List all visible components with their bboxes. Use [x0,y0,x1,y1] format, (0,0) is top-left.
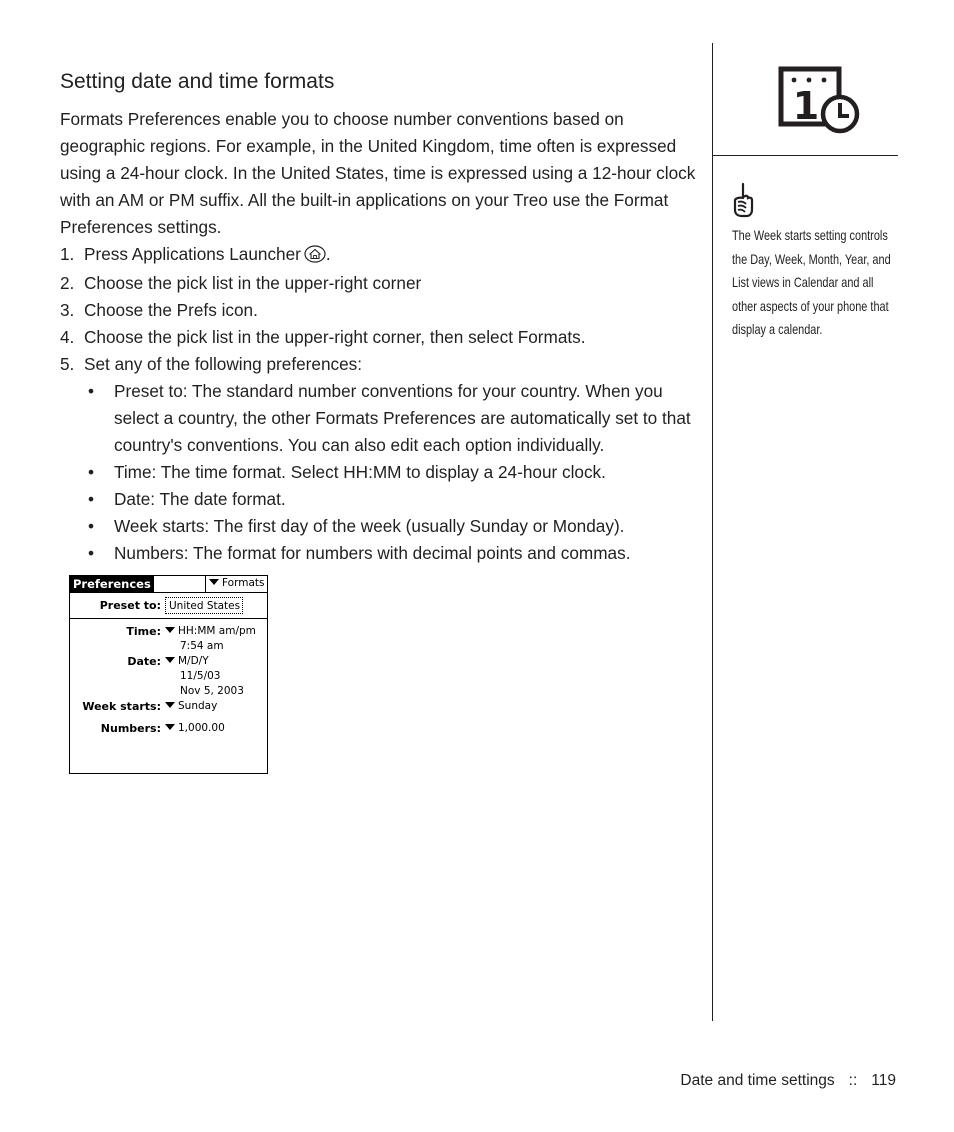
bullet-item: • Week starts: The first day of the week (usually Sunday or Monday). [88,515,625,536]
step-item [60,297,700,324]
palm-divider [70,618,267,619]
step-item [60,351,700,566]
footer-section-title: Date and time settings [680,1072,835,1089]
bullet-term: Date: [114,488,156,509]
palm-preset-selector[interactable]: United States [165,597,243,614]
step-text: Set any of the following preferences: [84,354,363,375]
main-content [60,68,700,566]
step-number: 1. [60,243,75,264]
sidebar-vertical-rule [712,43,713,1021]
step-number: 5. [60,354,75,375]
palm-numbers-label: Numbers: [100,722,161,735]
step-trailing: . [325,243,331,264]
sidebar-note: The Week starts setting controls the Day, Week, Month, Year, and List views in Calendar and all other aspects of your phone that display a calendar. [732,227,891,337]
bullet-item: • Date: The date format. [88,488,286,509]
step-text: Choose the pick list in the upper-right corner, then select Formats. [84,327,586,348]
step-item [60,241,700,271]
bullet-item: • Time: The time format. Select HH:MM to display a 24-hour clock. [88,461,606,482]
step-number: 3. [60,300,75,321]
step-number: 2. [60,273,75,294]
palm-date-example-short: 11/5/03 [180,670,221,682]
calendar-clock-icon [778,66,860,141]
footer-separator: :: [848,1072,858,1089]
palm-date-picker[interactable]: M/D/Y [165,655,209,667]
intro-paragraph: Formats Preferences enable you to choose number conventions based on geographic regions. For example, in the United Kingdom, time often is expressed using a 24-hour clock. In the United States, time is expressed using a 12-hour clock with an AM or PM suffix. All the built-in applications on your Treo use the Format Preferences settings. [60,109,696,237]
palm-preset-label: Preset to: [99,599,161,612]
dropdown-triangle-icon [209,579,219,585]
bullet-term: Numbers: [114,542,189,563]
sidebar-horizontal-rule [713,155,898,156]
palm-time-example: 7:54 am [180,640,224,652]
calendar-icon-digit: 1 [792,84,820,128]
applications-launcher-icon [304,244,326,271]
step-text: Choose the Prefs icon. [84,300,258,321]
palm-title-underline [154,592,268,593]
dropdown-triangle-icon [165,657,175,663]
bullet-desc: The format for numbers with decimal points and commas. [188,542,631,563]
step-item [60,324,700,351]
bullet-term: Time: [114,461,157,482]
dropdown-triangle-icon [165,702,175,708]
palm-date-example-long: Nov 5, 2003 [180,685,244,697]
preferences-bullet-list [60,378,700,566]
bullet-item: • Numbers: The format for numbers with decimal points and commas. [88,542,631,563]
section-heading: Setting date and time formats [60,70,335,93]
formats-preferences-screenshot [69,575,268,774]
bullet-term: Preset to: [114,381,188,402]
bullet-desc: The standard number conventions for your country. When you select a country, the other Formats Preferences are automatically set to that country's conventions. You can also edit each option individually. [114,381,691,455]
dropdown-triangle-icon [165,724,175,730]
palm-time-label: Time: [126,625,161,638]
palm-week-starts-label: Week starts: [82,700,161,713]
palm-category-picker[interactable]: Formats [205,576,267,592]
bullet-item: • Preset to: The standard number conventions for your country. When you select a country, the other Formats Preferences are automatically set to that country's conventions. You can also edit each option individually. [88,381,691,455]
page-number: 119 [871,1072,896,1089]
palm-title-bar: Preferences [70,576,154,593]
page-footer [680,1072,896,1090]
palm-time-picker[interactable]: HH:MM am/pm [165,625,256,637]
bullet-desc: The time format. Select HH:MM to display a 24-hour clock. [156,461,606,482]
palm-date-label: Date: [127,655,161,668]
step-number: 4. [60,327,75,348]
steps-list [60,241,700,567]
palm-week-starts-picker[interactable]: Sunday [165,700,217,712]
step-item [60,270,700,297]
step-text: Press Applications Launcher [84,243,301,264]
bullet-desc: The first day of the week (usually Sunday or Monday). [209,515,625,536]
bullet-desc: The date format. [155,488,286,509]
pointing-hand-tip-icon [731,182,755,223]
bullet-term: Week starts: [114,515,210,536]
step-text: Choose the pick list in the upper-right corner [84,273,422,294]
palm-numbers-picker[interactable]: 1,000.00 [165,722,225,734]
dropdown-triangle-icon [165,627,175,633]
